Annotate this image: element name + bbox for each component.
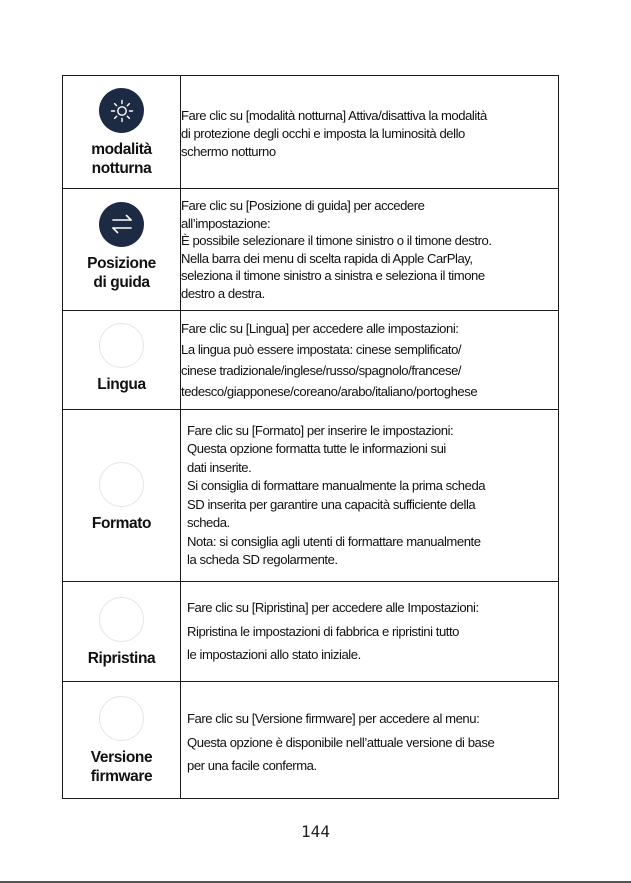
description-line: Nella barra dei menu di scelta rapida di Apple CarPlay,	[181, 250, 473, 266]
feature-name-line: firmware	[90, 768, 153, 785]
description-line: Fare clic su [Lingua] per accedere alle impostazioni:	[181, 321, 459, 336]
feature-name-line: Posizione	[87, 254, 156, 272]
feature-cell	[63, 410, 181, 582]
feature-name	[88, 649, 155, 668]
description-line: schermo notturno	[181, 144, 276, 159]
feature-cell	[63, 582, 181, 682]
swap-arrows-icon	[99, 202, 144, 247]
feature-name	[91, 748, 152, 786]
page-number: 144	[301, 822, 330, 841]
feature-cell	[63, 311, 181, 410]
description-line: Ripristina le impostazioni di fabbrica e ripristini tutto	[187, 623, 459, 639]
blank-circle-icon	[99, 696, 144, 741]
description-line: Fare clic su [Versione firmware] per accedere al menu:	[187, 711, 480, 726]
description-line: destro a destra.	[181, 285, 265, 301]
description-cell	[181, 311, 559, 410]
description-cell	[181, 582, 559, 682]
description-line: Fare clic su [Formato] per inserire le impostazioni:	[187, 422, 454, 438]
description-line: SD inserita per garantire una capacità sufficiente della	[187, 496, 476, 512]
feature-name-line: Ripristina	[87, 650, 156, 667]
description-line: all’impostazione:	[181, 215, 271, 231]
description-cell	[181, 189, 559, 311]
description-line: le impostazioni allo stato iniziale.	[187, 647, 361, 663]
sun-icon	[99, 88, 144, 133]
description-line: Nota: si consiglia agli utenti di formattare manualmente	[187, 533, 481, 549]
description-line: per una facile conferma.	[187, 758, 317, 773]
description-line: tedesco/giapponese/coreano/arabo/italiano/portoghese	[181, 384, 478, 399]
feature-name	[97, 375, 145, 394]
description-line: seleziona il timone sinistro a sinistra e seleziona il timone	[181, 268, 485, 283]
description-cell	[181, 76, 559, 189]
description-line: Si consiglia di formattare manualmente la prima scheda	[187, 478, 486, 493]
description-line: Fare clic su [modalità notturna] Attiva/disattiva la modalità	[181, 108, 487, 123]
blank-circle-icon	[99, 462, 144, 507]
feature-name	[91, 140, 152, 178]
description-line: scheda.	[187, 515, 230, 530]
table-row	[63, 410, 559, 582]
feature-cell	[63, 682, 181, 799]
settings-table	[62, 75, 559, 799]
feature-name-line: Lingua	[97, 375, 146, 393]
feature-name	[87, 254, 156, 292]
description-line: dati inserite.	[187, 459, 252, 475]
feature-cell	[63, 76, 181, 189]
feature-name	[92, 514, 151, 533]
description-line: la scheda SD regolarmente.	[187, 552, 338, 567]
table-row	[63, 682, 559, 799]
feature-cell	[63, 189, 181, 311]
description-line: di protezione degli occhi e imposta la luminosità dello	[181, 126, 465, 141]
feature-name-line: modalità	[91, 141, 152, 158]
feature-name-line: notturna	[91, 160, 152, 177]
description-line: cinese tradizionale/inglese/russo/spagnolo/francese/	[181, 363, 462, 378]
table-row	[63, 189, 559, 311]
description-line: Questa opzione è disponibile nell’attuale versione di base	[187, 734, 495, 750]
blank-circle-icon	[99, 597, 144, 642]
description-cell	[181, 682, 559, 799]
description-line: È possibile selezionare il timone sinistro o il timone destro.	[181, 233, 492, 248]
description-line: La lingua può essere impostata: cinese semplificato/	[181, 342, 462, 357]
blank-circle-icon	[99, 323, 144, 368]
feature-name-line: Versione	[90, 749, 153, 766]
table-row	[63, 311, 559, 410]
feature-name-line: Formato	[91, 515, 152, 532]
description-line: Fare clic su [Posizione di guida] per accedere	[181, 198, 425, 213]
description-line: Questa opzione formatta tutte le informazioni sui	[187, 441, 446, 456]
feature-name-line: di guida	[93, 273, 150, 291]
table-row	[63, 582, 559, 682]
description-cell	[181, 410, 559, 582]
description-line: Fare clic su [Ripristina] per accedere alle Impostazioni:	[187, 600, 479, 616]
table-row	[63, 76, 559, 189]
